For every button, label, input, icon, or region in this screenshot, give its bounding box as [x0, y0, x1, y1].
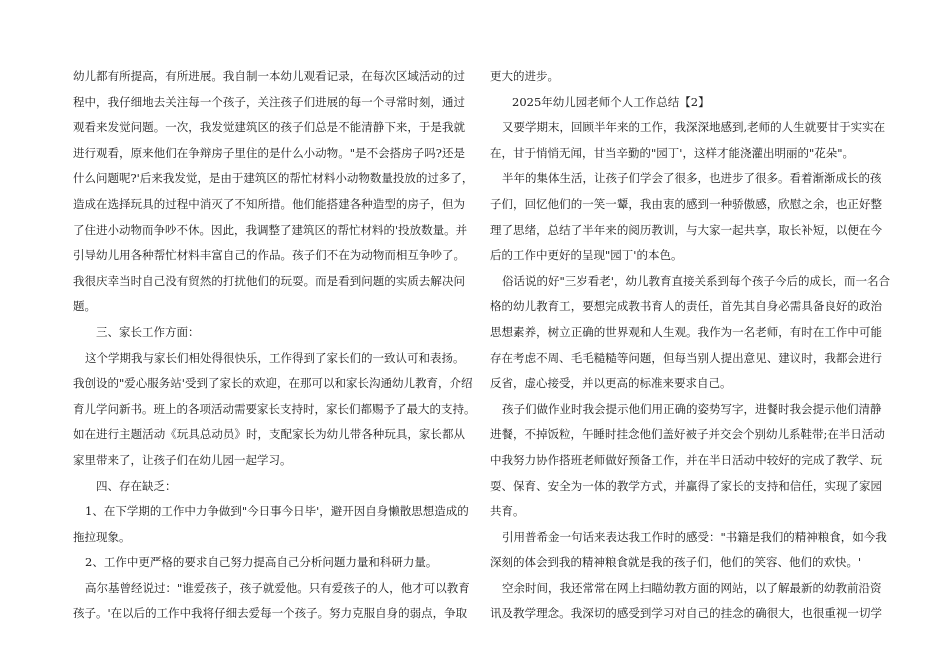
right-column	[490, 64, 890, 627]
text-line: 幼儿都有所提高，有所进展。我自制一本幼儿观看记录，在每次区域活动的过	[73, 69, 465, 83]
text-line: 思想素养，树立正确的世界观和人生观。我作为一名老师，有时在工作中可能	[490, 324, 882, 339]
text-line: 又要学期末，回顾半年来的工作，我深深地感到,老师的人生就要甘于实实在	[502, 120, 886, 135]
text-line: 耍、保育、安全为一体的教学方式，并赢得了家长的支持和信任，实现了家园	[490, 478, 882, 493]
text-line: 进行观看，原来他们在争辩房子里住的是什么小动物。"是不会搭房子吗?还是	[73, 145, 465, 160]
section-title: 2025年幼儿园老师个人工作总结【2】	[512, 94, 710, 109]
text-line: 中我努力协作搭班老师做好预备工作，并在半日活动中较好的完成了教学、玩	[490, 452, 882, 467]
text-line: 我创设的"爱心服务站'受到了家长的欢迎，在那可以和家长沟通幼儿教育，介绍	[73, 376, 473, 391]
text-line: 存在考虑不周、毛毛糙糙等问题，但每当别人提出意见、建议时，我都会进行	[490, 350, 882, 365]
text-line: 理了思绪，总结了半年来的阅历教训，与大家一起共享，取长补短，以便在今	[490, 222, 882, 237]
text-line: 题。	[73, 299, 96, 314]
text-line: 空余时间，我还常常在网上扫瞄幼教方面的网站，以了解最新的幼教前沿资	[502, 580, 882, 595]
text-line: 这个学期我与家长们相处得很快乐，工作得到了家长们的一致认可和表扬。	[85, 350, 465, 365]
text-line: 孩子们做作业时我会提示他们用正确的姿势写字，进餐时我会提示他们清静	[502, 401, 882, 416]
text-line: 三、家长工作方面：	[96, 324, 200, 339]
text-line: 家里带来了，让孩子们在幼儿园一起学习。	[73, 452, 292, 467]
text-line: 什么问题呢?'后来我发觉，是由于建筑区的帮忙材料小动物数量投放的过多了，	[73, 171, 474, 186]
text-line: 拖拉现象。	[73, 529, 131, 544]
text-line: 俗话说的好"三岁看老'，幼儿教育直接关系到每个孩子今后的成长，而一名合	[502, 273, 890, 288]
text-line: 半年的集体生活，让孩子们学会了很多，也进步了很多。看着渐渐成长的孩	[502, 171, 882, 186]
text-line: 引用普希金一句话来表达我工作时的感受："书籍是我们的精神粮食，如今我	[502, 529, 887, 544]
text-line: 子们，回忆他们的一笑一颦，我由衷的感到一种骄傲感，欣慰之余，也正好整	[490, 196, 882, 211]
text-line: 我很庆幸当时自己没有贸然的打扰他们的玩耍。而是看到问题的实质去解决问	[73, 273, 465, 288]
text-line: 更大的进步。	[490, 69, 559, 83]
text-line: 如在进行主题活动《玩具总动员》时，支配家长为幼儿带各种玩具，家长都从	[73, 427, 465, 442]
text-line: 四、存在缺乏：	[96, 478, 177, 493]
text-line: 1、在下学期的工作中力争做到"今日事今日毕'，避开因自身懒散思想造成的	[85, 504, 469, 519]
text-line: 后的工作中更好的呈现"园丁'的本色。	[490, 248, 683, 263]
text-line: 进餐，不掉饭粒，午睡时挂念他们盖好被子并交会个别幼儿系鞋带;在半日活动	[490, 427, 885, 442]
text-line: 造成在选择玩具的过程中消灭了不知所措。他们能搭建各种造型的房子，但为	[73, 196, 465, 211]
text-line: 孩子。'在以后的工作中我将仔细去爱每一个孩子。努力克服自身的弱点，争取	[73, 606, 468, 621]
text-line: 程中，我仔细地去关注每一个孩子，关注孩子们进展的每一个寻常时刻，通过	[73, 94, 465, 109]
text-line: 共育。	[490, 504, 525, 519]
text-line: 反省，虚心接受，并以更高的标准来要求自己。	[490, 376, 732, 391]
text-line: 2、工作中更严格的要求自己努力提高自己分析问题力量和科研力量。	[85, 555, 438, 570]
text-line: 育儿学问新书。班上的各项活动需要家长支持时，家长们都赐予了最大的支持。	[73, 401, 476, 416]
text-line: 格的幼儿教育工，要想完成教书育人的责任，首先其自身必需具备良好的政治	[490, 299, 882, 314]
text-line: 了住进小动物而争吵不休。因此，我调整了建筑区的帮忙材料的'投放数量。并	[73, 222, 468, 237]
text-line: 引导幼儿用各种帮忙材料丰富自己的作品。孩子们不在为动物而相互争吵了。	[73, 248, 465, 263]
text-line: 在，甘于悄悄无闻，甘当辛勤的"园丁'，这样才能浇灌出明丽的"花朵"。	[490, 145, 855, 160]
text-line: 深刻的体会到我的精神粮食就是我的孩子们，他们的笑容、他们的欢快。'	[490, 555, 862, 570]
text-line: 观看来发觉问题。一次，我发觉建筑区的孩子们总是不能清静下来，于是我就	[73, 120, 465, 135]
left-column	[73, 64, 476, 627]
text-line: 高尔基曾经说过："谁爱孩子，孩子就爱他。只有爱孩子的人，他才可以教育	[85, 580, 470, 595]
text-line: 讯及教学理念。我深切的感受到学习对自己的挂念的确很大，也很重视一切学	[490, 606, 882, 621]
